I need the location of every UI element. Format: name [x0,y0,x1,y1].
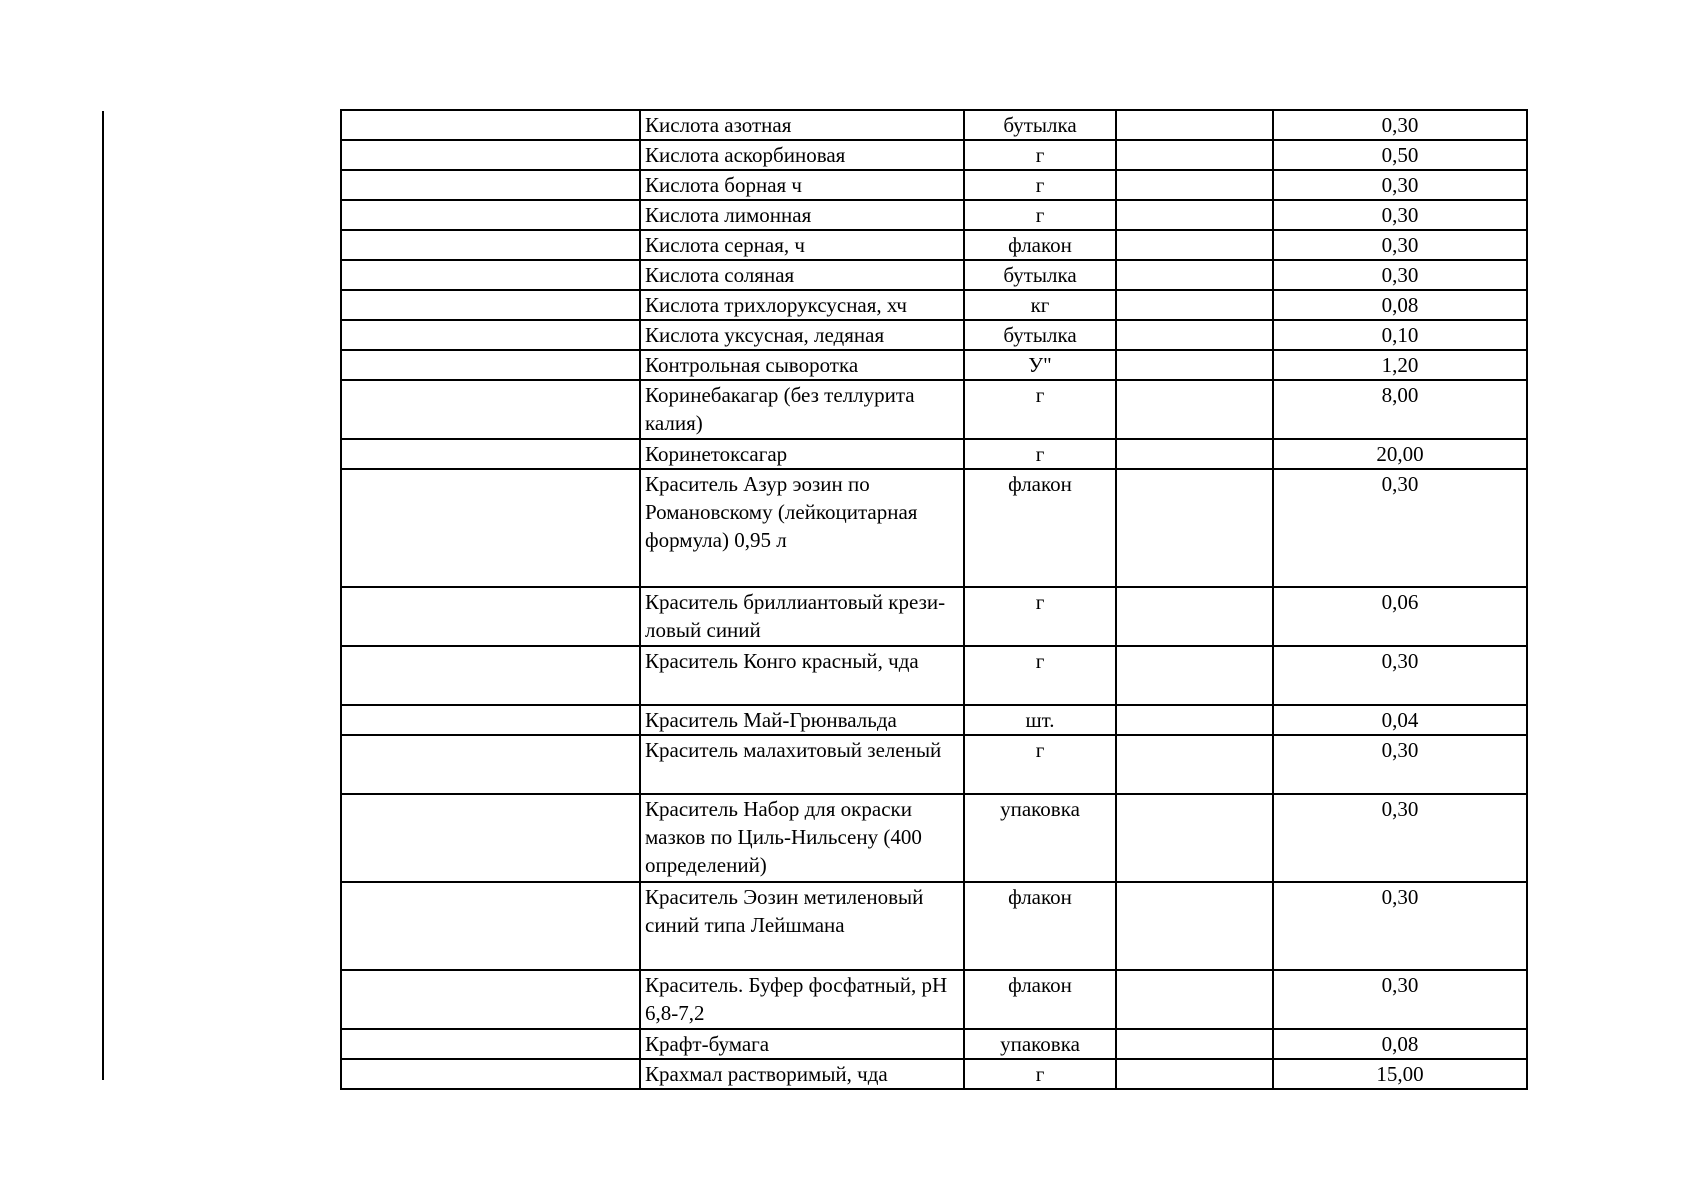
empty-cell-left [341,646,640,705]
unit-cell: г [964,380,1116,439]
empty-cell-left [341,230,640,260]
empty-cell-middle [1116,1029,1273,1059]
unit-cell: г [964,587,1116,646]
quantity-cell: 1,20 [1273,350,1527,380]
empty-cell-left [341,140,640,170]
empty-cell-left [341,469,640,587]
empty-cell-left [341,735,640,794]
item-name-cell: Краситель Азур эозин по Романовскому (лейкоцитарная формула) 0,95 л [640,469,964,587]
table-row [341,1029,1527,1059]
empty-cell-left [341,200,640,230]
empty-cell-left [341,882,640,970]
quantity-cell: 0,50 [1273,140,1527,170]
quantity-cell: 0,30 [1273,110,1527,140]
quantity-cell: 15,00 [1273,1059,1527,1089]
item-name-cell: Кислота аскорбиновая [640,140,964,170]
table-row [341,735,1527,794]
empty-cell-middle [1116,970,1273,1029]
quantity-cell: 0,06 [1273,587,1527,646]
empty-cell-middle [1116,882,1273,970]
empty-cell-left [341,705,640,735]
table-row [341,794,1527,882]
empty-cell-left [341,260,640,290]
item-name-cell: Краситель бриллиантовый крези-ловый синий [640,587,964,646]
quantity-cell: 0,08 [1273,1029,1527,1059]
empty-cell-middle [1116,380,1273,439]
item-name-cell: Краситель Эозин метиленовый синий типа Лейшмана [640,882,964,970]
quantity-cell: 0,30 [1273,970,1527,1029]
item-name-cell: Краситель Конго красный, чда [640,646,964,705]
quantity-cell: 0,30 [1273,794,1527,882]
table-row [341,260,1527,290]
empty-cell-left [341,794,640,882]
empty-cell-middle [1116,794,1273,882]
unit-cell: бутылка [964,320,1116,350]
item-name-cell: Коринетоксагар [640,439,964,469]
empty-cell-left [341,1059,640,1089]
quantity-cell: 0,30 [1273,170,1527,200]
item-name-cell: Кислота серная, ч [640,230,964,260]
unit-cell: г [964,439,1116,469]
unit-cell: шт. [964,705,1116,735]
table-row [341,140,1527,170]
item-name-cell: Кислота лимонная [640,200,964,230]
quantity-cell: 0,08 [1273,290,1527,320]
item-name-cell: Краситель малахитовый зеленый [640,735,964,794]
quantity-cell: 0,04 [1273,705,1527,735]
empty-cell-left [341,350,640,380]
unit-cell: бутылка [964,260,1116,290]
unit-cell: г [964,1059,1116,1089]
quantity-cell: 0,30 [1273,469,1527,587]
unit-cell: бутылка [964,110,1116,140]
item-name-cell: Кислота уксусная, ледяная [640,320,964,350]
item-name-cell: Кислота борная ч [640,170,964,200]
quantity-cell: 0,30 [1273,882,1527,970]
quantity-cell: 0,30 [1273,200,1527,230]
empty-cell-left [341,170,640,200]
quantity-cell: 0,30 [1273,735,1527,794]
table-row [341,439,1527,469]
unit-cell: упаковка [964,794,1116,882]
unit-cell: У" [964,350,1116,380]
empty-cell-middle [1116,705,1273,735]
unit-cell: кг [964,290,1116,320]
table-row [341,230,1527,260]
table-row [341,350,1527,380]
empty-cell-middle [1116,200,1273,230]
empty-cell-left [341,970,640,1029]
table-row [341,970,1527,1029]
table-row [341,1059,1527,1089]
unit-cell: упаковка [964,1029,1116,1059]
item-name-cell: Контрольная сыворотка [640,350,964,380]
unit-cell: г [964,646,1116,705]
left-margin-line [102,111,104,1080]
unit-cell: г [964,170,1116,200]
item-name-cell: Краситель Май-Грюнвальда [640,705,964,735]
empty-cell-middle [1116,1059,1273,1089]
quantity-cell: 0,30 [1273,260,1527,290]
empty-cell-middle [1116,587,1273,646]
quantity-cell: 0,30 [1273,230,1527,260]
empty-cell-middle [1116,140,1273,170]
empty-cell-middle [1116,260,1273,290]
quantity-cell: 0,10 [1273,320,1527,350]
unit-cell: г [964,140,1116,170]
item-name-cell: Крафт-бумага [640,1029,964,1059]
item-name-cell: Кислота соляная [640,260,964,290]
table-row [341,705,1527,735]
empty-cell-middle [1116,735,1273,794]
empty-cell-middle [1116,170,1273,200]
table-row [341,469,1527,587]
empty-cell-left [341,110,640,140]
item-name-cell: Коринебакагар (без теллурита калия) [640,380,964,439]
empty-cell-left [341,439,640,469]
unit-cell: флакон [964,882,1116,970]
unit-cell: флакон [964,230,1116,260]
empty-cell-left [341,320,640,350]
table-body [341,110,1527,1089]
unit-cell: г [964,735,1116,794]
table-row [341,110,1527,140]
empty-cell-middle [1116,469,1273,587]
quantity-cell: 8,00 [1273,380,1527,439]
empty-cell-middle [1116,646,1273,705]
table-row [341,882,1527,970]
item-name-cell: Краситель. Буфер фосфатный, pH 6,8-7,2 [640,970,964,1029]
item-name-cell: Краситель Набор для окраски мазков по Циль-Нильсену (400 определений) [640,794,964,882]
empty-cell-left [341,1029,640,1059]
item-name-cell: Крахмал растворимый, чда [640,1059,964,1089]
empty-cell-middle [1116,439,1273,469]
item-name-cell: Кислота трихлоруксусная, хч [640,290,964,320]
table-row [341,290,1527,320]
unit-cell: г [964,200,1116,230]
item-name-cell: Кислота азотная [640,110,964,140]
empty-cell-middle [1116,290,1273,320]
quantity-cell: 20,00 [1273,439,1527,469]
empty-cell-middle [1116,350,1273,380]
empty-cell-left [341,290,640,320]
table-row [341,200,1527,230]
table-row [341,320,1527,350]
empty-cell-middle [1116,320,1273,350]
empty-cell-left [341,587,640,646]
table-row [341,587,1527,646]
supply-table [340,109,1528,1090]
empty-cell-middle [1116,110,1273,140]
table-row [341,380,1527,439]
quantity-cell: 0,30 [1273,646,1527,705]
unit-cell: флакон [964,970,1116,1029]
unit-cell: флакон [964,469,1116,587]
empty-cell-left [341,380,640,439]
empty-cell-middle [1116,230,1273,260]
table-row [341,170,1527,200]
table-row [341,646,1527,705]
